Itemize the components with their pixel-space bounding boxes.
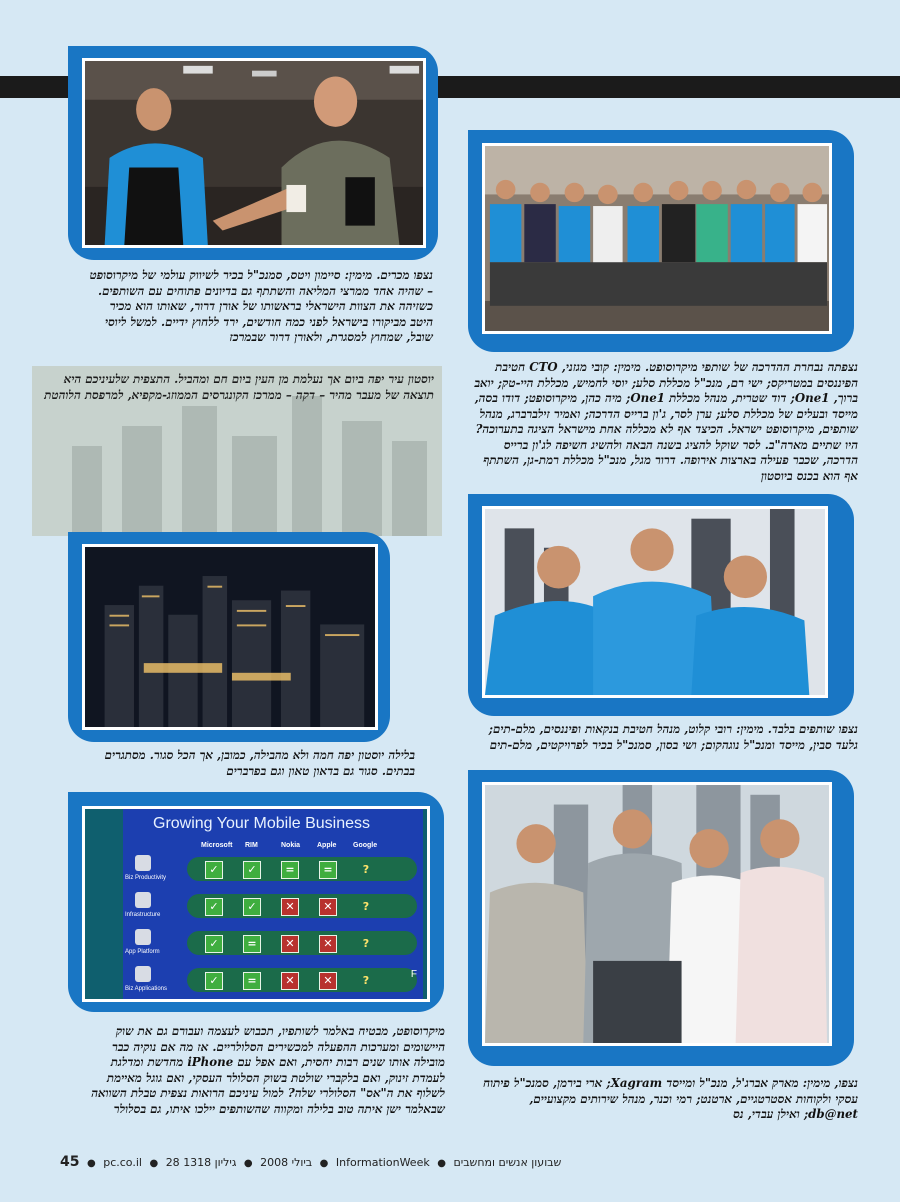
slide-row [123, 888, 423, 925]
slide-row [123, 962, 423, 999]
slide-cell: ✕ [319, 898, 337, 916]
caption-hazy-skyline: יוסטון עיר יפה ביום אך נעלמת מן העין ביום חם ומהביל. התצפית שלעיניכם היא תוצאה של מעבר מהיר – דקה – ממרכז הקונגרסים הממוזג-מקפיא, למרפסת הלוהטת [44, 372, 434, 402]
photo-group-ten [482, 143, 832, 334]
slide-row-icon [135, 892, 151, 908]
slide-cell: ✕ [319, 972, 337, 990]
slide-cell: ✓ [243, 898, 261, 916]
slide-cell: ? [362, 863, 370, 876]
footer-left [60, 1154, 561, 1170]
slide-col-google: Google [353, 842, 378, 849]
slide-row-label: Biz Applications [125, 986, 168, 992]
slide-cell: ✕ [281, 898, 299, 916]
slide-cell: ✕ [319, 935, 337, 953]
slide-cell: = [319, 861, 337, 879]
slide-row-icon [135, 855, 151, 871]
slide-title: Growing Your Mobile Business [153, 815, 371, 832]
footer-bullet: ● [437, 1158, 446, 1169]
photo-four-men [482, 782, 832, 1046]
slide-cell: ? [362, 900, 370, 913]
caption-four-men: נצפו, מימין: מארק אברג'ל, מנכ"ל ומייסד Xagram; ארי בירמן, סמנכ"ל פיתוח עסקי ולקוחות אסטרטגיים, ארטנט; רמי וכנר, מנהל שירותים מקצועיים, db@net; ואילן עבדי, נס [483, 1076, 858, 1121]
slide-row-icon [135, 929, 151, 945]
slide-cell: ✓ [243, 861, 261, 879]
photo-three-partners [482, 506, 828, 698]
footer-bullet: ● [86, 1158, 96, 1169]
slide-col-rim: RIM [245, 842, 258, 849]
slide-columns [201, 842, 389, 849]
slide-col-nokia: Nokia [281, 842, 301, 849]
caption-slide: מיקרוסופט, מבטיח באלמר לשותפיו, תכבוש לעצמה ועבורם גם את שוק היישומים ומערכות ההפעלה למכשירים הסלולריים. אז מה אם נוקיה כבר מובילה אותו שנים רבות יחסית, ואם אפל עם iPhone מחדשת ומדלגת לעמדת זינוק, ואם בלקברי שולטת בשוק הסלולר העסקי, ואם גוגל מאיימת לשלוף את ה"אס" הסלולרי שלה? למול עיניכם הרואות נצפית טבלת השוואה שבאלמר ישן איתה טוב בלילה ומקווה שהשותפים יילכו איתו, גם בסלולר [91, 1024, 445, 1116]
page-footer [60, 1154, 840, 1170]
slide-cell: ✕ [281, 972, 299, 990]
slide-cell: ✕ [281, 935, 299, 953]
slide-cell: ✓ [205, 898, 223, 916]
slide-cell: ✓ [205, 972, 223, 990]
slide-cell: ? [362, 937, 370, 950]
slide-row [123, 925, 423, 962]
slide-col-apple: Apple [317, 842, 337, 849]
slide-col-microsoft: Microsoft [201, 842, 233, 849]
footer-tagline: שבועון אנשים ומחשבים [453, 1156, 562, 1169]
caption-group-ten: נצפתה נבחרת ההדרכה של שותפי מיקרוסופט. מימין: קובי מגזני, CTO חטיבת הפיננסים במטריקס; ישי רם, מנכ"ל מכללת סלע; יוסי לחמיש, מכללת היי-טק; יואב ברוך, One1; דוד שטרית, מנהל מכללת One1; מיה כהן, מיקרוסופט; דודו בסה, מייסד ובעלים של מכללת סלע; ערן לסר, ג'ון ברייס הדרכה; ואמיר זילברברג, מנהל שותפים, מיקרוסופט ישראל. הכיצד אף לא מכללה אחת מישראל הציגה בתערוכה? היו שתיים מארה"ב. לסר שוקל להציג בשנה הבאה ולהשיג חשיפה לג'ון ברייס הדרכה, שכבר פעילה בארצות אירופה. דרור מגל, מנכ"ל מכללת רמת-גן, השתתף אף הוא בכנס ביוסטון [474, 360, 858, 483]
footer-date: 28 ביולי 2008 [165, 1156, 313, 1169]
slide-cell: ✓ [205, 935, 223, 953]
photo-handshake [82, 58, 426, 248]
slide-row [123, 851, 423, 888]
caption-three-partners: נצפו שותפים בלבד. מימין: רובי קלוט, מנהל חטיבת בנקאות ופיננסים, מלם-תים; גלעד סבין, מייסד ומנכ"ל נוגהקום; ושי בסון, סמנכ"ל בכיר לפרויקטים, מלם-תים [488, 722, 858, 752]
footer-bullet: ● [243, 1158, 253, 1169]
photo-slide [82, 806, 430, 1002]
caption-handshake: נצפו מכרים. מימין: סיימון ויטס, סמנכ"ל בכיר לשיווק עולמי של מיקרוסופט – שהיה אחד ממרצי המליאה והשתתף גם בדיונים פתוחים עם השותפים. כשזיהה את הצוות הישראלי בראשותו של אורן דרור, שאותו הוא מכיר היטב מביקורו בישראל לפני כמה חודשים, ירד ללחוץ ידיים. למשל ליוסי שובל, שמחוץ למסגרת, ולאורן דרור שבמרכז [89, 268, 433, 344]
footer-bullet: ● [149, 1158, 159, 1169]
slide-board [123, 809, 423, 1002]
slide-cell: = [243, 972, 261, 990]
slide-cell: ? [362, 974, 370, 987]
footer-site: pc.co.il [103, 1156, 142, 1169]
photo-night-skyline [82, 544, 378, 730]
slide-cell: = [243, 935, 261, 953]
slide-row-label: Biz Productivity [125, 875, 167, 881]
footer-issue: גיליון 1318 [183, 1156, 237, 1169]
page-number: 45 [60, 1154, 80, 1170]
slide-cell: ✓ [205, 861, 223, 879]
slide-row-label: App Platform [125, 949, 160, 955]
slide-rows [123, 851, 423, 999]
slide-side-letter: F [410, 969, 417, 980]
slide-row-label: Infrastructure [125, 912, 161, 918]
footer-magazine: InformationWeek [335, 1156, 430, 1169]
slide-cell: = [281, 861, 299, 879]
slide-row-icon [135, 966, 151, 982]
footer-bullet: ● [319, 1158, 329, 1169]
caption-night: בלילה יוסטון יפה חמה ולא מהבילה, כמובן, אך הכל סגור. מסתגרים בבתים. סגור גם בדאון טאון וגם בפרברים [104, 748, 415, 778]
